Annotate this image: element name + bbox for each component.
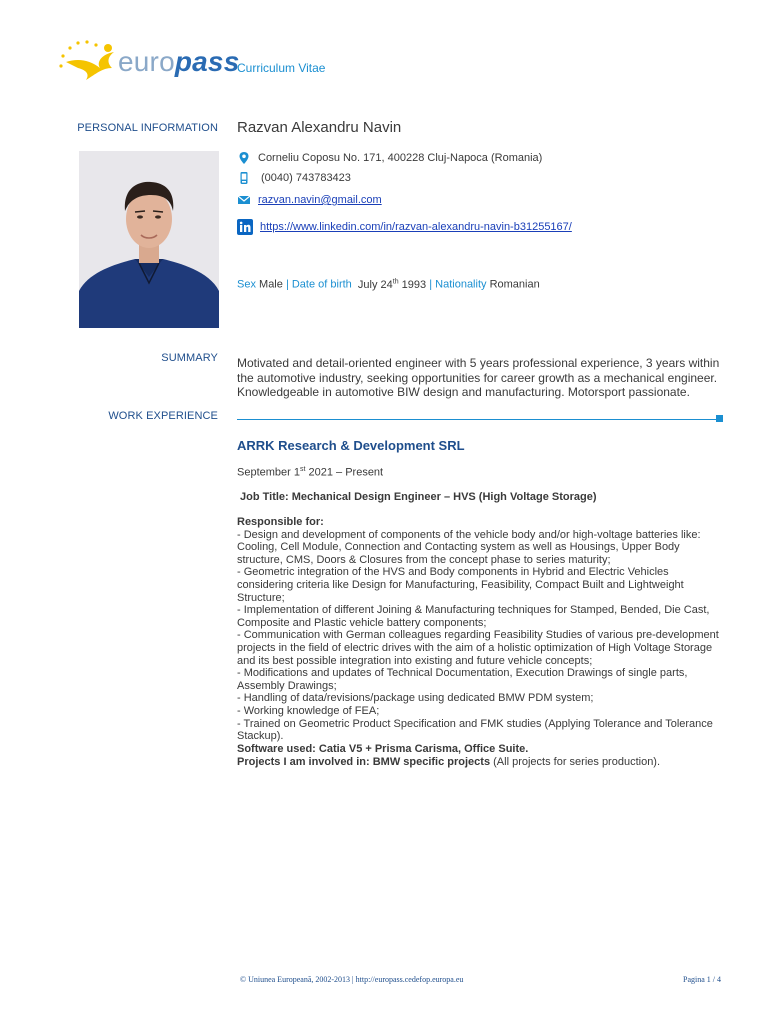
address-text: Corneliu Coposu No. 171, 400228 Cluj-Napoca (Romania) bbox=[258, 152, 543, 164]
candidate-name: Razvan Alexandru Navin bbox=[237, 119, 402, 136]
dob-label: Date of birth bbox=[291, 278, 352, 291]
linkedin-row bbox=[237, 219, 572, 235]
nationality-value: Romanian bbox=[489, 278, 540, 291]
company-name: ARRK Research & Development SRL bbox=[237, 438, 465, 453]
separator: | bbox=[285, 278, 289, 291]
responsibility-item: - Handling of data/revisions/package using dedicated BMW PDM system; bbox=[237, 692, 594, 705]
projects-bold: Projects I am involved in: BMW specific projects bbox=[237, 756, 491, 768]
software-and-projects bbox=[237, 743, 660, 769]
responsibility-item: - Working knowledge of FEA; bbox=[237, 704, 380, 717]
section-divider-marker bbox=[716, 415, 723, 422]
responsibilities bbox=[237, 516, 727, 743]
work-experience-label: WORK EXPERIENCE bbox=[108, 410, 218, 422]
phone-row bbox=[237, 171, 351, 185]
europass-star-figure-icon bbox=[56, 38, 126, 90]
software-used: Software used: Catia V5 + Prisma Carisma, Office Suite. bbox=[237, 743, 529, 755]
envelope-icon bbox=[237, 193, 251, 207]
separator: | bbox=[429, 278, 433, 291]
email-row bbox=[237, 193, 382, 207]
phone-text: (0040) 743783423 bbox=[261, 172, 351, 184]
email-link[interactable]: razvan.navin@gmail.com bbox=[258, 194, 382, 206]
footer-copyright: © Uniunea Europeană, 2002-2013 | http://europass.cedefop.europa.eu bbox=[240, 975, 464, 984]
dob-value: July 24th 1993 bbox=[357, 278, 427, 291]
employment-dates: September 1st 2021 – Present bbox=[237, 466, 384, 479]
sex-value: Male bbox=[259, 278, 283, 291]
responsibility-item: - Design and development of components of the vehicle body and/or high-voltage batteries like: Cooling, Cell Module, Connection and Contacting system as well as Housings, Upper Body structure, CMS, Doors & Closures from the concept phase to series maturity; bbox=[237, 528, 701, 566]
responsibility-item: - Modifications and updates of Technical Documentation, Execution Drawings of single parts, Assembly Drawings; bbox=[237, 667, 688, 692]
summary-label: SUMMARY bbox=[161, 352, 218, 364]
section-divider bbox=[237, 419, 717, 420]
projects-rest: (All projects for series production). bbox=[490, 756, 661, 768]
personal-details bbox=[237, 278, 540, 291]
footer-page-number: Pagina 1 / 4 bbox=[683, 975, 721, 984]
location-pin-icon bbox=[237, 151, 251, 165]
job-title: Job Title: Mechanical Design Engineer – HVS (High Voltage Storage) bbox=[240, 491, 597, 503]
summary-text: Motivated and detail-oriented engineer with 5 years professional experience, 3 years within the automotive industry, seeking opportunities for career growth as a mechanical engineer. Knowledgeable in automotive BIW design and manufacturing. Motorsport passionate. bbox=[237, 356, 720, 399]
responsibilities-heading: Responsible for: bbox=[237, 516, 324, 528]
responsibility-item: - Trained on Geometric Product Specification and FMK studies (Applying Tolerance and Tolerance Stackup). bbox=[237, 717, 713, 743]
logo-wordmark: europass bbox=[118, 46, 240, 77]
document-type: Curriculum Vitae bbox=[237, 61, 326, 75]
responsibility-item: - Communication with German colleagues regarding Feasibility Studies of various pre-development projects in the field of electric drives with the aim of a holistic optimization of High Voltage Storage and its best possible integration into existing and future vehicle concepts; bbox=[237, 629, 719, 667]
nationality-label: Nationality bbox=[435, 278, 487, 291]
responsibility-item: - Implementation of different Joining & Manufacturing techniques for Stamped, Bended, Die Cast, Composite and Plastic vehicle battery components; bbox=[237, 604, 710, 629]
sex-label: Sex bbox=[237, 278, 256, 291]
profile-photo bbox=[79, 151, 219, 328]
linkedin-link[interactable]: https://www.linkedin.com/in/razvan-alexandru-navin-b31255167/ bbox=[260, 221, 572, 233]
address-row bbox=[237, 151, 542, 165]
personal-information-label: PERSONAL INFORMATION bbox=[77, 122, 218, 134]
responsibility-item: - Geometric integration of the HVS and Body components in Hybrid and Electric Vehicles considering criteria like Design for Manufacturing, Feasibility, Compact Built and Lightweight Structure; bbox=[237, 566, 684, 604]
mobile-phone-icon bbox=[237, 171, 251, 185]
linkedin-icon bbox=[237, 219, 253, 235]
